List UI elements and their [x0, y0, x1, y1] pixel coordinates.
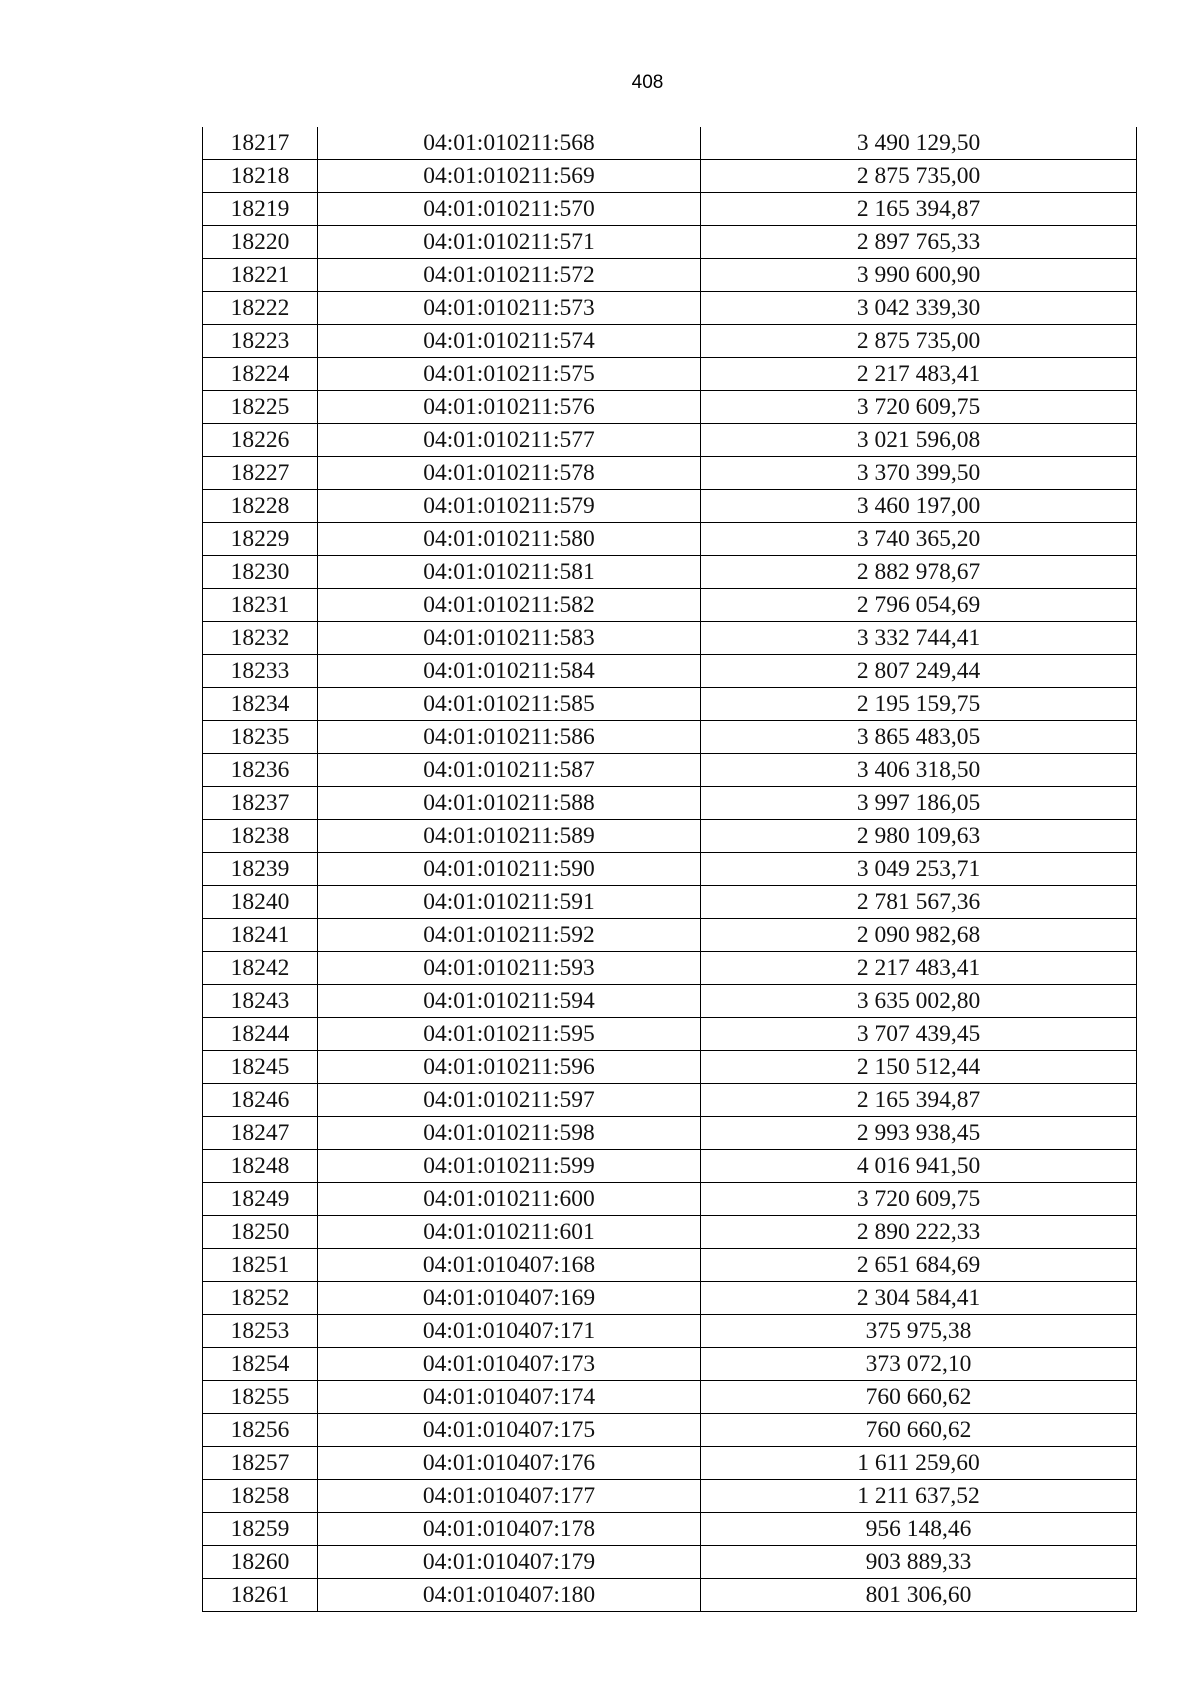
row-number-cell: 18252	[203, 1282, 318, 1315]
row-number-cell: 18250	[203, 1216, 318, 1249]
value-cell: 2 897 765,33	[701, 226, 1137, 259]
table-row	[203, 1183, 1137, 1216]
table-row	[203, 1513, 1137, 1546]
table-row	[203, 1282, 1137, 1315]
row-number-cell: 18220	[203, 226, 318, 259]
value-cell: 903 889,33	[701, 1546, 1137, 1579]
cadastral-number-cell: 04:01:010211:577	[318, 424, 701, 457]
cadastral-number-cell: 04:01:010211:590	[318, 853, 701, 886]
cadastral-number-cell: 04:01:010211:568	[318, 127, 701, 160]
row-number-cell: 18256	[203, 1414, 318, 1447]
value-cell: 1 611 259,60	[701, 1447, 1137, 1480]
row-number-cell: 18229	[203, 523, 318, 556]
value-cell: 2 875 735,00	[701, 325, 1137, 358]
value-cell: 2 304 584,41	[701, 1282, 1137, 1315]
cadastral-number-cell: 04:01:010407:175	[318, 1414, 701, 1447]
cadastral-number-cell: 04:01:010211:597	[318, 1084, 701, 1117]
value-cell: 2 890 222,33	[701, 1216, 1137, 1249]
table-row	[203, 1315, 1137, 1348]
page-number: 408	[631, 72, 664, 93]
cadastral-number-cell: 04:01:010211:569	[318, 160, 701, 193]
cadastral-number-cell: 04:01:010211:585	[318, 688, 701, 721]
cadastral-number-cell: 04:01:010211:594	[318, 985, 701, 1018]
value-cell: 2 781 567,36	[701, 886, 1137, 919]
value-cell: 2 980 109,63	[701, 820, 1137, 853]
cadastral-number-cell: 04:01:010407:173	[318, 1348, 701, 1381]
row-number-cell: 18222	[203, 292, 318, 325]
row-number-cell: 18247	[203, 1117, 318, 1150]
cadastral-number-cell: 04:01:010407:168	[318, 1249, 701, 1282]
cadastral-number-cell: 04:01:010407:171	[318, 1315, 701, 1348]
cadastral-number-cell: 04:01:010211:586	[318, 721, 701, 754]
cadastral-number-cell: 04:01:010211:576	[318, 391, 701, 424]
table-row	[203, 127, 1137, 160]
value-cell: 3 490 129,50	[701, 127, 1137, 160]
table-row	[203, 1216, 1137, 1249]
row-number-cell: 18261	[203, 1579, 318, 1612]
table-row	[203, 292, 1137, 325]
table-row	[203, 622, 1137, 655]
row-number-cell: 18227	[203, 457, 318, 490]
value-cell: 2 796 054,69	[701, 589, 1137, 622]
row-number-cell: 18235	[203, 721, 318, 754]
row-number-cell: 18236	[203, 754, 318, 787]
table-row	[203, 1579, 1137, 1612]
table-row	[203, 919, 1137, 952]
cadastral-number-cell: 04:01:010211:582	[318, 589, 701, 622]
cadastral-number-cell: 04:01:010211:573	[318, 292, 701, 325]
row-number-cell: 18234	[203, 688, 318, 721]
cadastral-number-cell: 04:01:010407:177	[318, 1480, 701, 1513]
table-row	[203, 1249, 1137, 1282]
row-number-cell: 18225	[203, 391, 318, 424]
table-row	[203, 952, 1137, 985]
table-row	[203, 1018, 1137, 1051]
value-cell: 3 332 744,41	[701, 622, 1137, 655]
cadastral-number-cell: 04:01:010211:575	[318, 358, 701, 391]
value-cell: 2 217 483,41	[701, 952, 1137, 985]
cadastral-number-cell: 04:01:010407:174	[318, 1381, 701, 1414]
value-cell: 2 195 159,75	[701, 688, 1137, 721]
value-cell: 2 993 938,45	[701, 1117, 1137, 1150]
value-cell: 4 016 941,50	[701, 1150, 1137, 1183]
cadastral-number-cell: 04:01:010211:583	[318, 622, 701, 655]
table-row	[203, 655, 1137, 688]
row-number-cell: 18251	[203, 1249, 318, 1282]
table-row	[203, 1150, 1137, 1183]
value-cell: 3 635 002,80	[701, 985, 1137, 1018]
cadastral-number-cell: 04:01:010407:176	[318, 1447, 701, 1480]
value-cell: 375 975,38	[701, 1315, 1137, 1348]
table-row	[203, 490, 1137, 523]
value-cell: 2 150 512,44	[701, 1051, 1137, 1084]
value-cell: 2 651 684,69	[701, 1249, 1137, 1282]
value-cell: 3 021 596,08	[701, 424, 1137, 457]
cadastral-number-cell: 04:01:010211:591	[318, 886, 701, 919]
value-cell: 3 720 609,75	[701, 391, 1137, 424]
value-cell: 760 660,62	[701, 1414, 1137, 1447]
cadastral-number-cell: 04:01:010211:572	[318, 259, 701, 292]
value-cell: 1 211 637,52	[701, 1480, 1137, 1513]
cadastral-number-cell: 04:01:010211:589	[318, 820, 701, 853]
cadastral-number-cell: 04:01:010407:179	[318, 1546, 701, 1579]
value-cell: 3 406 318,50	[701, 754, 1137, 787]
value-cell: 3 865 483,05	[701, 721, 1137, 754]
cadastral-number-cell: 04:01:010407:178	[318, 1513, 701, 1546]
row-number-cell: 18238	[203, 820, 318, 853]
table-row	[203, 820, 1137, 853]
value-cell: 3 997 186,05	[701, 787, 1137, 820]
row-number-cell: 18231	[203, 589, 318, 622]
cadastral-number-cell: 04:01:010407:180	[318, 1579, 701, 1612]
cadastral-number-cell: 04:01:010211:580	[318, 523, 701, 556]
row-number-cell: 18249	[203, 1183, 318, 1216]
value-cell: 3 460 197,00	[701, 490, 1137, 523]
table-body	[203, 127, 1137, 1612]
table-row	[203, 787, 1137, 820]
value-cell: 3 042 339,30	[701, 292, 1137, 325]
row-number-cell: 18243	[203, 985, 318, 1018]
table-row	[203, 1084, 1137, 1117]
value-cell: 2 165 394,87	[701, 193, 1137, 226]
row-number-cell: 18257	[203, 1447, 318, 1480]
value-cell: 3 049 253,71	[701, 853, 1137, 886]
row-number-cell: 18260	[203, 1546, 318, 1579]
cadastral-number-cell: 04:01:010211:595	[318, 1018, 701, 1051]
table-row	[203, 886, 1137, 919]
row-number-cell: 18259	[203, 1513, 318, 1546]
cadastral-number-cell: 04:01:010211:592	[318, 919, 701, 952]
data-table	[202, 127, 1137, 1612]
value-cell: 2 875 735,00	[701, 160, 1137, 193]
row-number-cell: 18253	[203, 1315, 318, 1348]
value-cell: 2 217 483,41	[701, 358, 1137, 391]
cadastral-number-cell: 04:01:010211:571	[318, 226, 701, 259]
table-row	[203, 193, 1137, 226]
row-number-cell: 18219	[203, 193, 318, 226]
value-cell: 2 165 394,87	[701, 1084, 1137, 1117]
cadastral-number-cell: 04:01:010211:587	[318, 754, 701, 787]
value-cell: 760 660,62	[701, 1381, 1137, 1414]
value-cell: 3 990 600,90	[701, 259, 1137, 292]
table-row	[203, 589, 1137, 622]
cadastral-number-cell: 04:01:010211:596	[318, 1051, 701, 1084]
table-row	[203, 457, 1137, 490]
cadastral-number-cell: 04:01:010211:598	[318, 1117, 701, 1150]
value-cell: 3 370 399,50	[701, 457, 1137, 490]
table-row	[203, 1414, 1137, 1447]
row-number-cell: 18223	[203, 325, 318, 358]
table-row	[203, 1051, 1137, 1084]
row-number-cell: 18244	[203, 1018, 318, 1051]
row-number-cell: 18218	[203, 160, 318, 193]
cadastral-number-cell: 04:01:010211:579	[318, 490, 701, 523]
value-cell: 3 720 609,75	[701, 1183, 1137, 1216]
row-number-cell: 18245	[203, 1051, 318, 1084]
value-cell: 2 807 249,44	[701, 655, 1137, 688]
table-row	[203, 1117, 1137, 1150]
table-row	[203, 985, 1137, 1018]
table-row	[203, 1348, 1137, 1381]
cadastral-number-cell: 04:01:010211:600	[318, 1183, 701, 1216]
table-row	[203, 358, 1137, 391]
row-number-cell: 18224	[203, 358, 318, 391]
table-row	[203, 754, 1137, 787]
row-number-cell: 18239	[203, 853, 318, 886]
row-number-cell: 18230	[203, 556, 318, 589]
row-number-cell: 18248	[203, 1150, 318, 1183]
row-number-cell: 18254	[203, 1348, 318, 1381]
table-row	[203, 523, 1137, 556]
row-number-cell: 18246	[203, 1084, 318, 1117]
cadastral-number-cell: 04:01:010211:588	[318, 787, 701, 820]
table-row	[203, 688, 1137, 721]
table-row	[203, 1447, 1137, 1480]
value-cell: 2 090 982,68	[701, 919, 1137, 952]
value-cell: 2 882 978,67	[701, 556, 1137, 589]
row-number-cell: 18258	[203, 1480, 318, 1513]
table-row	[203, 259, 1137, 292]
cadastral-number-cell: 04:01:010211:599	[318, 1150, 701, 1183]
cadastral-number-cell: 04:01:010211:581	[318, 556, 701, 589]
row-number-cell: 18217	[203, 127, 318, 160]
cadastral-number-cell: 04:01:010407:169	[318, 1282, 701, 1315]
table-row	[203, 1381, 1137, 1414]
row-number-cell: 18221	[203, 259, 318, 292]
value-cell: 373 072,10	[701, 1348, 1137, 1381]
table-row	[203, 391, 1137, 424]
table-row	[203, 721, 1137, 754]
cadastral-number-cell: 04:01:010211:593	[318, 952, 701, 985]
value-cell: 3 707 439,45	[701, 1018, 1137, 1051]
table-row	[203, 226, 1137, 259]
table-row	[203, 1480, 1137, 1513]
data-table-container	[202, 127, 1136, 1612]
row-number-cell: 18228	[203, 490, 318, 523]
row-number-cell: 18242	[203, 952, 318, 985]
table-row	[203, 325, 1137, 358]
table-row	[203, 1546, 1137, 1579]
row-number-cell: 18237	[203, 787, 318, 820]
table-row	[203, 160, 1137, 193]
value-cell: 801 306,60	[701, 1579, 1137, 1612]
value-cell: 3 740 365,20	[701, 523, 1137, 556]
row-number-cell: 18241	[203, 919, 318, 952]
cadastral-number-cell: 04:01:010211:570	[318, 193, 701, 226]
row-number-cell: 18255	[203, 1381, 318, 1414]
table-row	[203, 853, 1137, 886]
table-row	[203, 424, 1137, 457]
row-number-cell: 18226	[203, 424, 318, 457]
value-cell: 956 148,46	[701, 1513, 1137, 1546]
cadastral-number-cell: 04:01:010211:601	[318, 1216, 701, 1249]
row-number-cell: 18233	[203, 655, 318, 688]
row-number-cell: 18232	[203, 622, 318, 655]
cadastral-number-cell: 04:01:010211:578	[318, 457, 701, 490]
row-number-cell: 18240	[203, 886, 318, 919]
cadastral-number-cell: 04:01:010211:584	[318, 655, 701, 688]
table-row	[203, 556, 1137, 589]
cadastral-number-cell: 04:01:010211:574	[318, 325, 701, 358]
